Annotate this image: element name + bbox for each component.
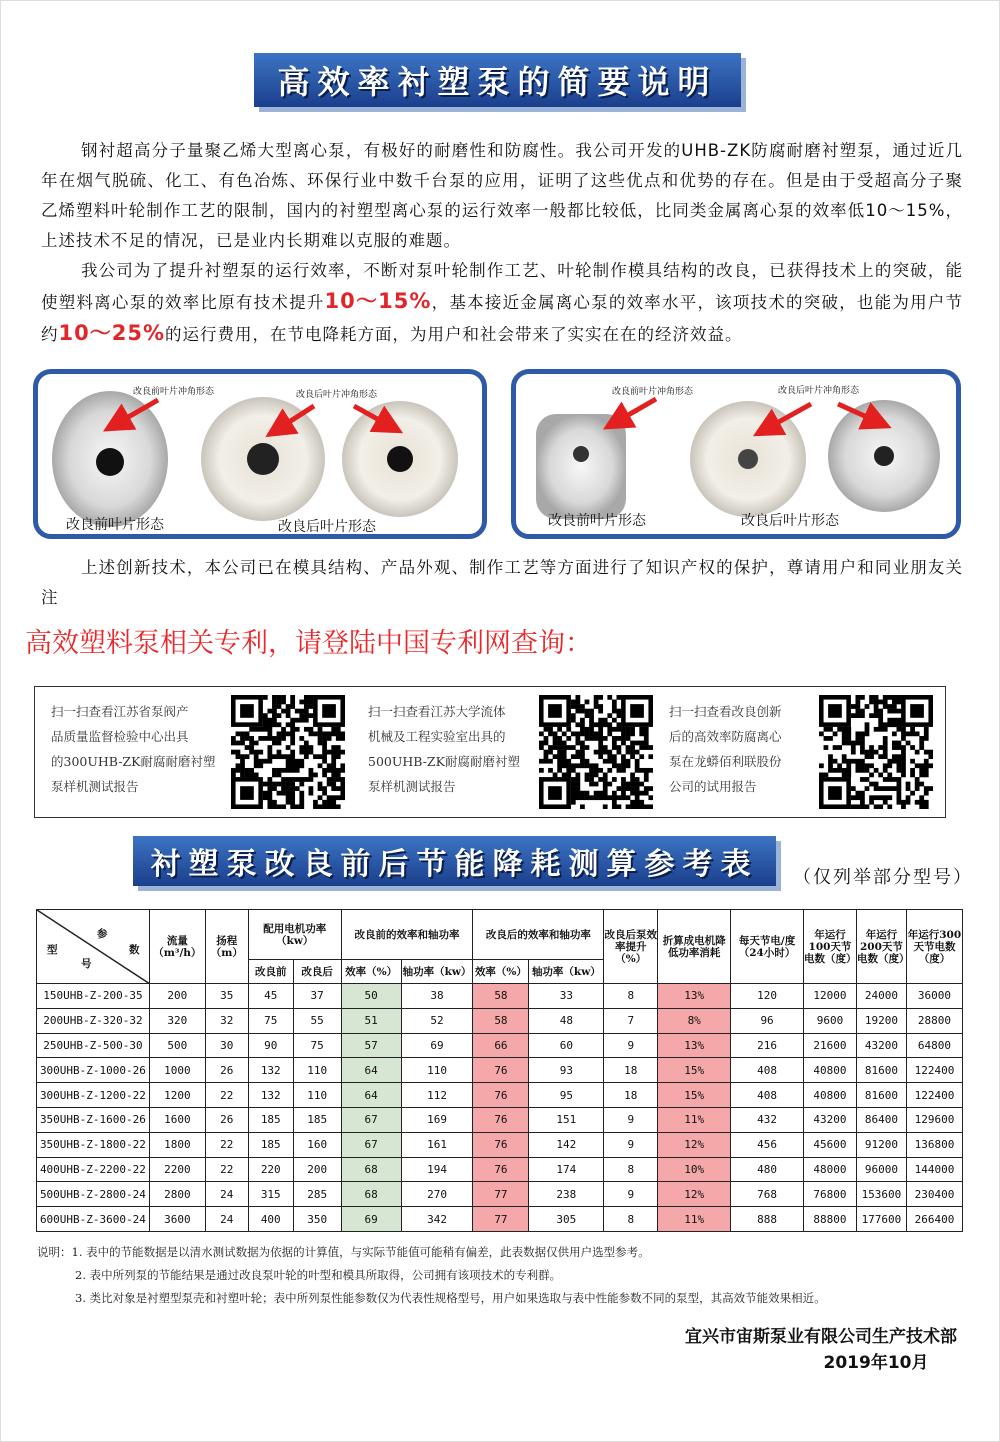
table-cell: 110 [293,1058,341,1083]
table-cell: 45 [248,984,293,1009]
table-cell: 12% [658,1132,731,1157]
table-cell: 8 [604,1207,658,1232]
table-cell: 350UHB-Z-1600-26 [37,1107,150,1132]
table-cell: 86400 [856,1107,906,1132]
table-row [37,984,963,1009]
table-cell: 96000 [856,1157,906,1182]
footer [685,1324,957,1376]
energy-saving-table [36,909,963,1232]
table-cell: 18 [604,1058,658,1083]
table-cell: 408 [731,1083,804,1108]
table-cell: 76 [473,1107,529,1132]
table-cell: 136800 [906,1132,962,1157]
table-cell: 81600 [856,1083,906,1108]
impeller-after-image-1 [201,397,325,521]
table-cell: 3600 [149,1207,205,1232]
table-cell: 26 [205,1058,248,1083]
page-title: 高效率衬塑泵的简要说明 [254,53,741,107]
table-cell: 90 [248,1033,293,1058]
qr-caption-3: 扫一扫查看改良创新 后的高效率防腐离心 泵在龙蟒佰利联股份 公司的试用报告 [669,704,782,794]
corner-header: 参 数 型 号 [37,910,150,984]
table-cell: 76800 [804,1182,857,1207]
table-cell: 64800 [906,1033,962,1058]
impeller-after-image-2 [828,400,940,512]
table-cell: 51 [341,1008,401,1033]
table-cell: 456 [731,1132,804,1157]
note-1: 说明：1. 表中的节能数据是以清水测试数据为依据的计算值，与实际节能值可能稍有偏差，此表数据仅供用户选型参考。 [37,1245,650,1259]
table-cell: 132 [248,1083,293,1108]
col-head: 扬程（m） [205,910,248,984]
table-row [37,1107,963,1132]
table-cell: 122400 [906,1083,962,1108]
col-y100: 年运行100天节电数（度） [804,910,857,984]
table-cell: 500 [149,1033,205,1058]
table-row [37,1033,963,1058]
table-cell: 40800 [804,1058,857,1083]
table-cell: 480 [731,1157,804,1182]
sub-motor-after: 改良后 [293,960,341,984]
notes [37,1241,826,1310]
table-cell: 250UHB-Z-500-30 [37,1033,150,1058]
table-cell: 342 [401,1207,473,1232]
table-cell: 200 [293,1157,341,1182]
col-gain: 改良后泵效率提升（%） [604,910,658,984]
sub-eff-before: 效率（%） [341,960,401,984]
table-cell: 400UHB-Z-2200-22 [37,1157,150,1182]
arrow-label-before: 改良前叶片冲角形态 [612,387,694,397]
date: 2019年10月 [823,1353,929,1373]
table-cell: 1600 [149,1107,205,1132]
col-y200: 年运行200天节电数（度） [856,910,906,984]
table-cell: 122400 [906,1058,962,1083]
sub-power-before: 轴功率（kw） [401,960,473,984]
table-cell: 200 [149,984,205,1009]
company-name: 宜兴市宙斯泵业有限公司生产技术部 [685,1327,957,1347]
table-cell: 500UHB-Z-2800-24 [37,1182,150,1207]
table-cell: 68 [341,1157,401,1182]
table-cell: 36000 [906,984,962,1009]
table-cell: 7 [604,1008,658,1033]
table-cell: 408 [731,1058,804,1083]
sub-eff-after: 效率（%） [473,960,529,984]
table-cell: 1000 [149,1058,205,1083]
table-cell: 76 [473,1058,529,1083]
table-row [37,1207,963,1232]
qr-caption-1: 扫一扫查看江苏省泵阀产 品质量监督检验中心出具 的300UHB-ZK耐腐耐磨衬塑 泵样机测试报告 [51,704,216,794]
table-cell: 21600 [804,1033,857,1058]
arrow-icon [616,399,656,422]
table-cell: 76 [473,1083,529,1108]
table-cell: 24000 [856,984,906,1009]
table-cell: 174 [529,1157,604,1182]
intro-text-2a: 我公司为了提升衬塑泵的运行效率，不断对泵叶轮制作工艺、叶轮制作模具结构的改良，已获得技术上的突破，能使塑料离心泵的效率比原有技术提升 [41,261,963,312]
table-cell: 400 [248,1207,293,1232]
table-cell: 30 [205,1033,248,1058]
sub-motor-before: 改良前 [248,960,293,984]
table-cell: 194 [401,1157,473,1182]
intro-text-2b: ，基本接近金属离心泵的效率水平，该项技术的突破，也能为用户节约 [41,293,963,344]
table-note: （仅列举部分型号） [793,867,973,888]
ip-paragraph [41,553,963,613]
table-cell: 161 [401,1132,473,1157]
table-cell: 13% [658,984,731,1009]
table-cell: 320 [149,1008,205,1033]
intro-paragraph-2 [41,256,963,350]
ip-text: 上述创新技术，本公司已在模具结构、产品外观、制作工艺等方面进行了知识产权的保护，尊请用户和同业朋友关注 [41,558,963,607]
sub-power-after: 轴功率（kw） [529,960,604,984]
table-cell: 9 [604,1132,658,1157]
table-cell: 77 [473,1207,529,1232]
table-cell: 129600 [906,1107,962,1132]
table-cell: 24 [205,1207,248,1232]
table-cell: 22 [205,1132,248,1157]
impeller-after-image-2 [342,401,458,517]
table-row [37,1132,963,1157]
table-title: 衬塑泵改良前后节能降耗测算参考表 [133,836,776,886]
col-y300: 年运行300天节电数（度） [906,910,962,984]
table-cell: 888 [731,1207,804,1232]
table-cell: 112 [401,1083,473,1108]
table-cell: 110 [401,1058,473,1083]
table-cell: 160 [293,1132,341,1157]
qr-code-icon[interactable] [539,695,653,809]
table-cell: 91200 [856,1132,906,1157]
table-cell: 12000 [804,984,857,1009]
table-cell: 19200 [856,1008,906,1033]
table-cell: 142 [529,1132,604,1157]
table-cell: 76 [473,1132,529,1157]
arrow-label-before: 改良前叶片冲角形态 [133,387,215,397]
table-cell: 768 [731,1182,804,1207]
table-cell: 64 [341,1083,401,1108]
table-cell: 58 [473,1008,529,1033]
table-cell: 9 [604,1107,658,1132]
intro-text-1: 钢衬超高分子量聚乙烯大型离心泵，有极好的耐磨性和防腐性。我公司开发的UHB-ZK防腐耐磨衬塑泵，通过近几年在烟气脱硫、化工、有色冶炼、环保行业中数千台泵的应用，证明了这些优点和优势的存在。但是由于受超高分子聚乙烯塑料叶轮制作工艺的限制，国内的衬塑型离心泵的运行效率一般都比较低，比同类金属离心泵的效率低10～15%，上述技术不足的情况，已是业内长期难以克服的难题。 [41,141,963,250]
table-cell: 37 [293,984,341,1009]
table-cell: 177600 [856,1207,906,1232]
table-cell: 305 [529,1207,604,1232]
table-cell: 33 [529,984,604,1009]
impeller-before-image [536,414,626,519]
table-cell: 266400 [906,1207,962,1232]
table-cell: 64 [341,1058,401,1083]
note-2: 2. 表中所列泵的节能结果是通过改良泵叶轮的叶型和模具所取得，公司拥有该项技术的专利群。 [75,1268,562,1282]
table-cell: 9600 [804,1008,857,1033]
efficiency-gain-highlight: 10～15% [324,289,432,313]
table-cell: 69 [401,1033,473,1058]
table-cell: 48000 [804,1157,857,1182]
table-cell: 32 [205,1008,248,1033]
caption-after: 改良后叶片形态 [741,513,839,529]
table-row [37,1182,963,1207]
table-cell: 48 [529,1008,604,1033]
intro-paragraph-1 [41,136,963,256]
table-cell: 8 [604,1157,658,1182]
table-cell: 350 [293,1207,341,1232]
table-cell: 40800 [804,1083,857,1108]
table-cell: 2800 [149,1182,205,1207]
table-cell: 69 [341,1207,401,1232]
table-cell: 60 [529,1033,604,1058]
table-cell: 144000 [906,1157,962,1182]
table-cell: 43200 [856,1033,906,1058]
table-cell: 432 [731,1107,804,1132]
table-cell: 1800 [149,1132,205,1157]
impeller-photos [38,374,482,534]
table-cell: 11% [658,1207,731,1232]
table-cell: 81600 [856,1058,906,1083]
col-after: 改良后的效率和轴功率 [473,910,604,960]
col-flow: 流量（m³/h） [149,910,205,984]
table-cell: 57 [341,1033,401,1058]
table-cell: 13% [658,1033,731,1058]
table-row [37,1083,963,1108]
arrow-label-after: 改良后叶片冲角形态 [778,386,860,396]
table-cell: 75 [248,1008,293,1033]
table-cell: 95 [529,1083,604,1108]
table-cell: 132 [248,1058,293,1083]
qr-caption-2: 扫一扫查看江苏大学流体 机械及工程实验室出具的 500UHB-ZK耐腐耐磨衬塑 泵样机测试报告 [368,704,520,794]
table-cell: 76 [473,1157,529,1182]
table-cell: 22 [205,1083,248,1108]
table-cell: 185 [293,1107,341,1132]
table-cell: 67 [341,1132,401,1157]
table-cell: 58 [473,984,529,1009]
table-cell: 185 [248,1132,293,1157]
table-row [37,1157,963,1182]
caption-before: 改良前叶片形态 [66,517,164,533]
qr-code-icon[interactable] [231,695,345,809]
impeller-comparison-right [511,369,961,539]
table-cell: 45600 [804,1132,857,1157]
table-cell: 43200 [804,1107,857,1132]
table-row [37,1008,963,1033]
qr-section [34,686,946,818]
note-3: 3. 类比对象是衬塑型泵壳和衬塑叶轮；表中所列泵性能参数仅为代表性规格型号，用户如果选取与表中性能参数不同的泵型，其高效节能效果相近。 [75,1291,826,1305]
table-cell: 185 [248,1107,293,1132]
table-cell: 600UHB-Z-3600-24 [37,1207,150,1232]
table-cell: 88800 [804,1207,857,1232]
arrow-label-after: 改良后叶片冲角形态 [296,390,378,400]
table-row [37,1058,963,1083]
table-cell: 52 [401,1008,473,1033]
table-cell: 285 [293,1182,341,1207]
table-cell: 50 [341,984,401,1009]
table-cell: 110 [293,1083,341,1108]
table-cell: 151 [529,1107,604,1132]
caption-before: 改良前叶片形态 [548,513,646,529]
table-cell: 270 [401,1182,473,1207]
table-cell: 38 [401,984,473,1009]
table-cell: 12% [658,1182,731,1207]
table-cell: 150UHB-Z-200-35 [37,984,150,1009]
table-cell: 28800 [906,1008,962,1033]
table-cell: 350UHB-Z-1800-22 [37,1132,150,1157]
table-cell: 9 [604,1033,658,1058]
intro-text-2c: 的运行费用，在节电降耗方面，为用户和社会带来了实实在在的经济效益。 [165,325,743,344]
caption-after: 改良后叶片形态 [278,519,376,535]
table-cell: 77 [473,1182,529,1207]
table-cell: 153600 [856,1182,906,1207]
table-cell: 67 [341,1107,401,1132]
table-cell: 66 [473,1033,529,1058]
table-cell: 96 [731,1008,804,1033]
table-cell: 216 [731,1033,804,1058]
table-cell: 24 [205,1182,248,1207]
col-motor: 配用电机功率（kw） [248,910,341,960]
table-cell: 22 [205,1157,248,1182]
qr-code-icon[interactable] [819,695,933,809]
table-cell: 15% [658,1083,731,1108]
table-cell: 11% [658,1107,731,1132]
table-cell: 9 [604,1182,658,1207]
table-cell: 10% [658,1157,731,1182]
table-cell: 169 [401,1107,473,1132]
table-cell: 55 [293,1008,341,1033]
table-cell: 18 [604,1083,658,1108]
table-cell: 200UHB-Z-320-32 [37,1008,150,1033]
impeller-before-image [52,391,168,527]
patent-heading: 高效塑料泵相关专利，请登陆中国专利网查询： [25,628,592,659]
col-reduce: 折算成电机降低功率消耗 [658,910,731,984]
table-cell: 2200 [149,1157,205,1182]
cost-saving-highlight: 10～25% [58,321,165,345]
table-cell: 315 [248,1182,293,1207]
table-cell: 68 [341,1182,401,1207]
impeller-comparison-left [33,369,487,539]
table-cell: 35 [205,984,248,1009]
table-cell: 220 [248,1157,293,1182]
table-cell: 300UHB-Z-1200-22 [37,1083,150,1108]
table-cell: 15% [658,1058,731,1083]
col-daily: 每天节电/度（24小时） [731,910,804,984]
table-cell: 8 [604,984,658,1009]
table-cell: 8% [658,1008,731,1033]
table-cell: 75 [293,1033,341,1058]
table-cell: 26 [205,1107,248,1132]
table-cell: 238 [529,1182,604,1207]
table-cell: 1200 [149,1083,205,1108]
col-before: 改良前的效率和轴功率 [341,910,473,960]
table-cell: 93 [529,1058,604,1083]
table-cell: 230400 [906,1182,962,1207]
table-cell: 120 [731,984,804,1009]
table-cell: 300UHB-Z-1000-26 [37,1058,150,1083]
